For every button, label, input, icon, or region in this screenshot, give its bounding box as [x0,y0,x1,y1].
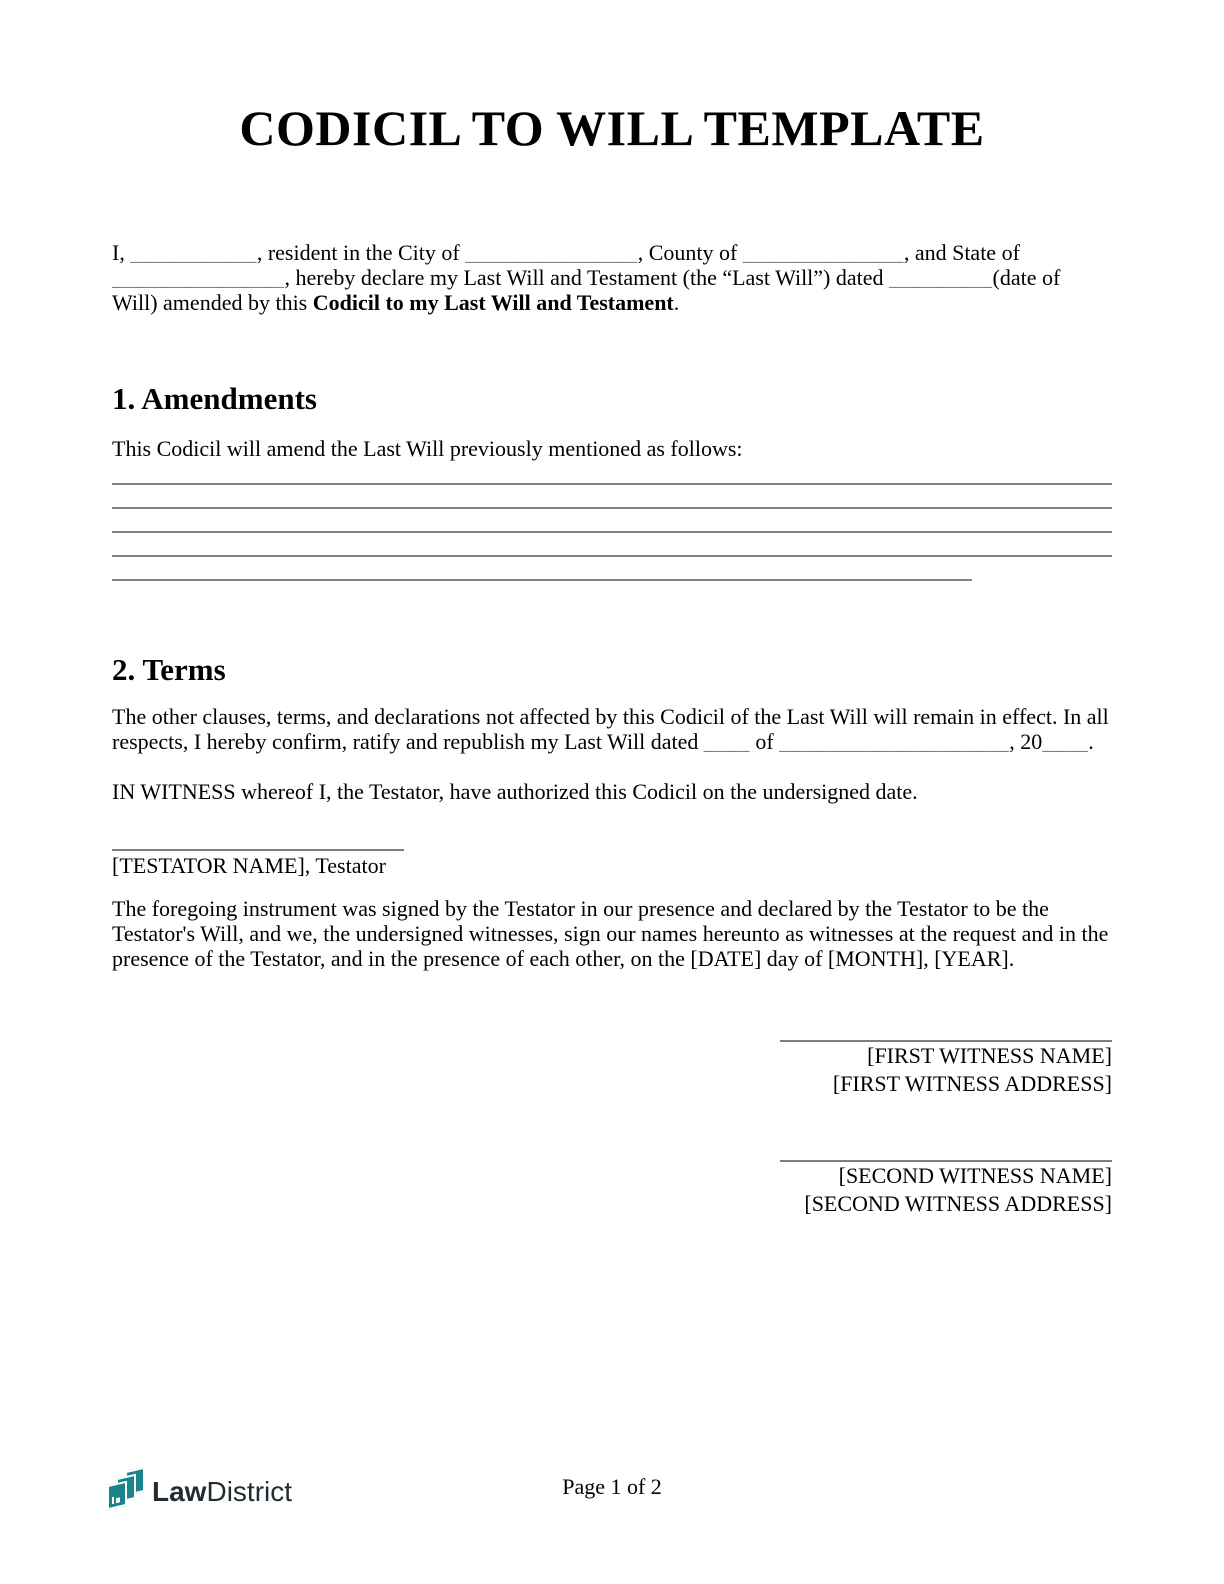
stacked-page-shape [107,1481,127,1511]
blank-writing-line [112,557,972,581]
in-witness-clause: IN WITNESS whereof I, the Testator, have authorized this Codicil on the undersigned date. [112,779,918,804]
first-witness-name: [FIRST WITNESS NAME] [867,1043,1112,1068]
attestation-line: Testator's Will, and we, the undersigned witnesses, sign our names hereunto as witnesses at the request and in the [112,921,1109,946]
section-heading-terms: 2. Terms [112,652,226,687]
terms-line: respects, I hereby confirm, ratify and republish my Last Will dated ____ of ____________________, 20____. [112,729,1094,754]
attestation-paragraph [112,896,1112,971]
intro-line: I, ___________, resident in the City of _______________, County of ______________, and State of [112,240,1020,265]
first-witness-address: [FIRST WITNESS ADDRESS] [832,1071,1112,1096]
attestation-line: The foregoing instrument was signed by the Testator in our presence and declared by the Testator to be the [112,896,1049,921]
testator-signature-line [112,849,404,851]
logo-word-law: Law [152,1476,207,1507]
attestation-line: presence of the Testator, and in the presence of each other, on the [DATE] day of [MONTH], [YEAR]. [112,946,1015,971]
first-witness-block [112,1040,1112,1098]
intro-line [112,290,1112,315]
blank-writing-line [112,461,1112,485]
testator-name-label: [TESTATOR NAME], Testator [112,853,386,878]
amendments-intro-text: This Codicil will amend the Last Will previously mentioned as follows: [112,436,743,461]
second-witness-address: [SECOND WITNESS ADDRESS] [804,1191,1112,1216]
page-title: CODICIL TO WILL TEMPLATE [239,100,985,156]
page-footer [0,1466,1224,1536]
intro-line-text: . [673,290,680,315]
logo-mark [112,1497,114,1504]
codicil-bold-phrase: Codicil to my Last Will and Testament [312,290,674,315]
page-number: Page 1 of 2 [562,1474,662,1499]
logo-mark [116,1497,120,1503]
intro-line: _______________, hereby declare my Last Will and Testament (the “Last Will”) dated _________(date of [112,265,1061,290]
section-heading-amendments: 1. Amendments [112,381,317,416]
document-body [0,240,1224,1218]
second-witness-block [112,1160,1112,1218]
blank-writing-line [112,485,1112,509]
logo-word-district: District [206,1476,293,1507]
intro-line-text: Will) amended by this [112,290,313,315]
blank-writing-line [112,533,1112,557]
terms-paragraph [112,704,1112,754]
intro-paragraph [112,240,1112,315]
blank-writing-lines [112,461,1112,581]
blank-writing-line [112,509,1112,533]
second-witness-name: [SECOND WITNESS NAME] [838,1163,1112,1188]
terms-line: The other clauses, terms, and declarations not affected by this Codicil of the Last Will will remain in effect. In all [112,704,1109,729]
